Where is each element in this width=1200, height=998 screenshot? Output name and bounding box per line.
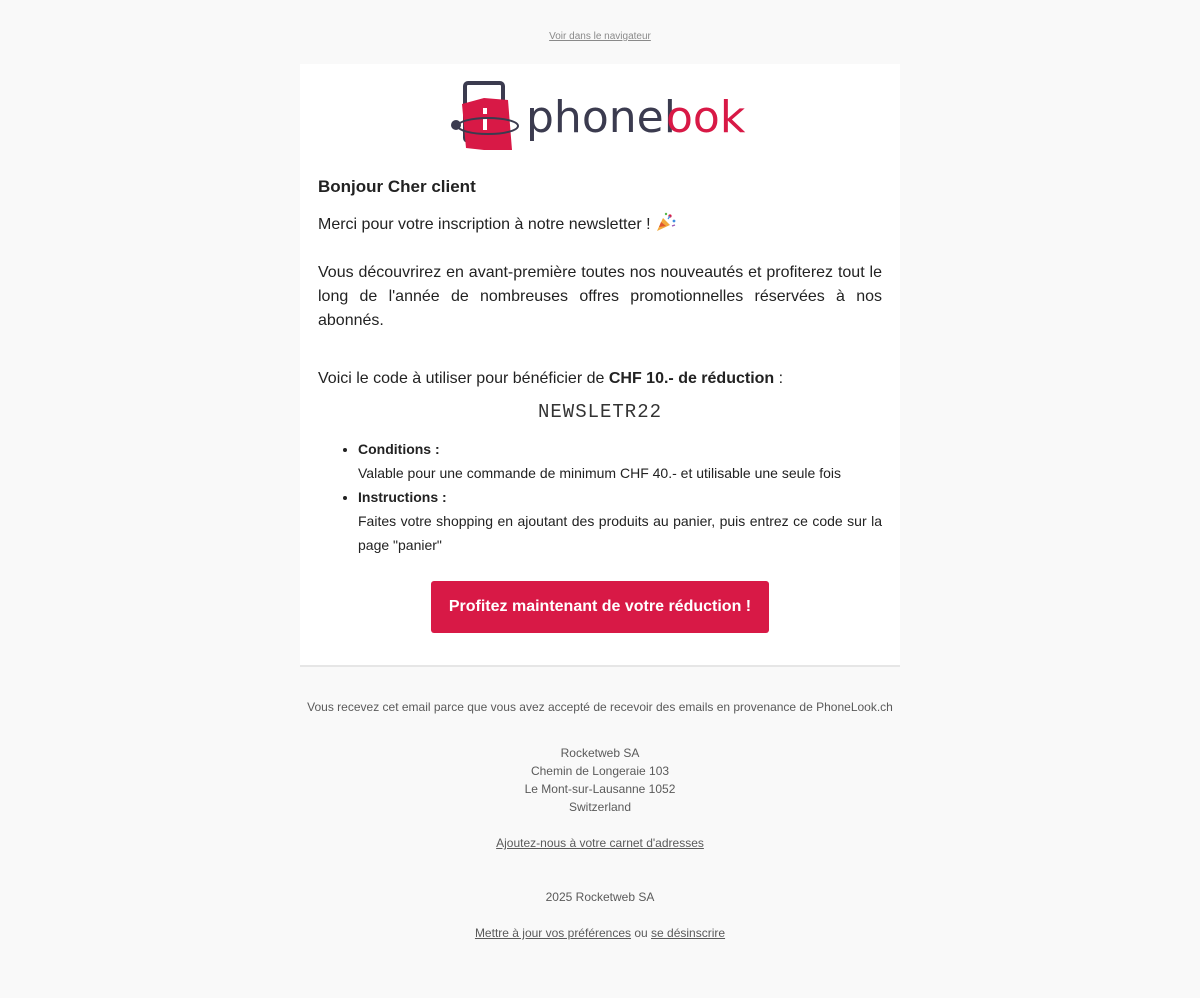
top-bar	[0, 0, 1200, 64]
email-card	[300, 64, 900, 667]
party-popper-icon	[655, 212, 677, 232]
get-discount-button[interactable]: Profitez maintenant de votre réduction !	[431, 581, 769, 633]
company-city: Le Mont-sur-Lausanne 1052	[524, 782, 676, 796]
rules-list	[318, 437, 882, 557]
phonelook-logo[interactable]	[448, 80, 752, 156]
list-item	[358, 485, 882, 557]
add-to-address-book-link[interactable]: Ajoutez-nous à votre carnet d'adresses	[496, 836, 704, 850]
company-street: Chemin de Longeraie 103	[530, 764, 670, 778]
unsubscribe-link[interactable]: se désinscrire	[651, 926, 726, 940]
thanks-text: Merci pour votre inscription à notre newsletter !	[318, 216, 651, 233]
phonelook-logo-graphic	[448, 80, 752, 156]
email-footer	[300, 698, 900, 942]
cta-wrapper	[318, 581, 882, 633]
logo-text-dark: phonel	[526, 92, 676, 143]
list-item	[358, 437, 882, 485]
company-name: Rocketweb SA	[560, 746, 640, 760]
company-address	[300, 744, 900, 816]
intro-paragraph: Vous découvrirez en avant-première toutes nos nouveautés et profiterez tout le long de l'année de nombreuses offres promotionnelles réservées à nos abonnés.	[318, 264, 882, 329]
conditions-text: Valable pour une commande de minimum CHF 40.- et utilisable une seule fois	[358, 465, 841, 481]
copyright: 2025 Rocketweb SA	[545, 890, 655, 904]
instructions-text: Faites votre shopping en ajoutant des produits au panier, puis entrez ce code sur la page "panier"	[358, 513, 882, 553]
preferences-line: Mettre à jour vos préférences ou se désinscrire	[474, 926, 726, 940]
promo-code: NEWSLETR22	[537, 401, 663, 423]
subscription-reason: Vous recevez cet email parce que vous avez accepté de recevoir des emails en provenance de PhoneLook.ch	[307, 700, 893, 714]
instructions-title: • Instructions :	[358, 489, 447, 505]
conditions-title: • Conditions :	[358, 441, 440, 457]
view-in-browser-link[interactable]: Voir dans le navigateur	[549, 31, 651, 42]
thanks-paragraph	[318, 212, 882, 237]
greeting-heading: Bonjour Cher client	[318, 177, 476, 196]
code-intro-paragraph: Voici le code à utiliser pour bénéficier de CHF 10.- de réduction :	[318, 370, 784, 387]
discount-amount: CHF 10.- de réduction	[608, 370, 775, 387]
update-preferences-link[interactable]: Mettre à jour vos préférences	[474, 926, 632, 940]
book-right-icon	[484, 98, 512, 150]
email-content	[318, 174, 882, 633]
logo-text-accent: ook	[666, 92, 746, 143]
company-country: Switzerland	[568, 800, 632, 814]
